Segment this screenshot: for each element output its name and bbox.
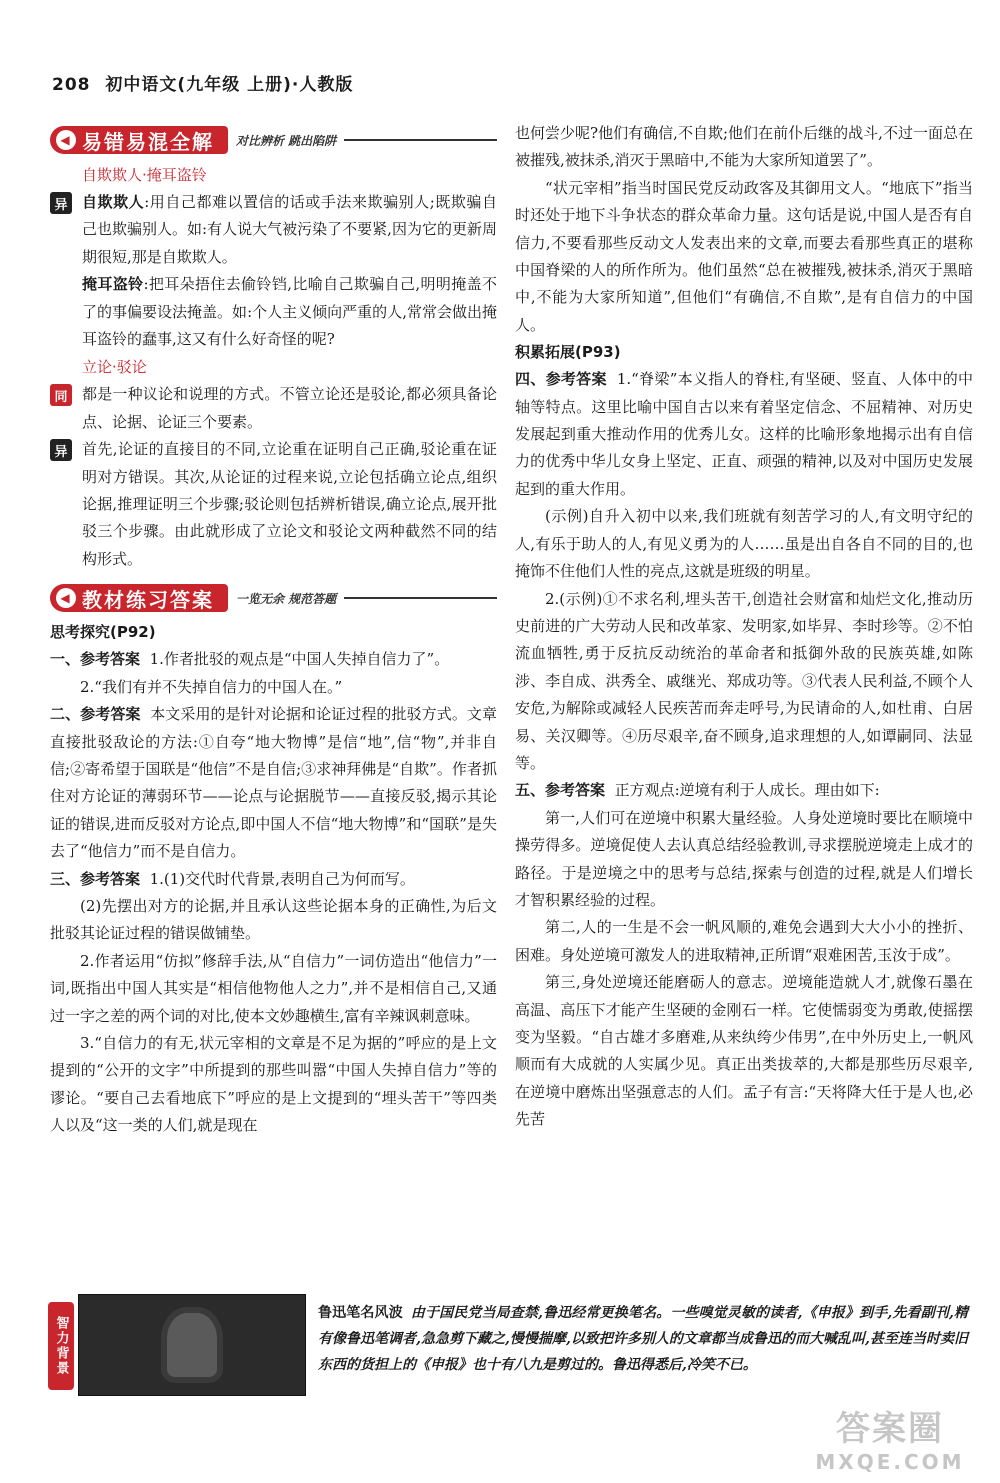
same-block xyxy=(50,381,497,436)
section-title: 积累拓展(P93) xyxy=(515,343,621,362)
banner-rule xyxy=(344,139,497,141)
answer-text: 1.(1)交代时代背景,表明自己为何而写。 xyxy=(149,869,415,888)
answer-text: 2.(示例)①不求名利,埋头苦干,创造社会财富和灿烂文化,推动历史前进的广大劳动人民和改革家、发明家,如毕昇、李时珍等。②不怕流血牺牲,勇于反抗反动统治的革命者和抵御外敌的民族英雄,如陈涉、李自成、洪秀全、戚继光、郑成功等。③代表人民利益,不顾个人安危,为解除或减轻人民疾苦而奔走呼号,为民请命的人,如杜甫、白居易、关汉卿等。④历尽艰辛,奋不顾身,追求理想的人,如谭嗣同、法显等。 xyxy=(515,589,973,772)
banner-subtitle: 一览无余 规范答题 xyxy=(236,591,337,606)
right-column xyxy=(515,120,973,1134)
answer-label: 四、参考答案 xyxy=(515,370,607,389)
banner-error-prone xyxy=(50,123,497,157)
term-1: 自欺欺人 xyxy=(82,193,145,211)
watermark-logo xyxy=(805,1408,975,1478)
same-text: 都是一种议论和说理的方式。不管立论还是驳论,都必须具备论点、论据、论证三个要素。 xyxy=(82,385,497,431)
banner-subtitle: 对比辨析 跳出陷阱 xyxy=(236,133,337,148)
answer-text: 第二,人的一生是不会一帆风顺的,难免会遇到大大小小的挫折、困难。身处逆境可激发人的进取精神,正所谓“艰难困苦,玉汝于成”。 xyxy=(515,918,973,964)
banner-tag xyxy=(50,126,228,154)
answer-text: 2.“我们有并不失掉自信力的中国人在。” xyxy=(80,677,343,696)
portrait-photo xyxy=(78,1294,306,1396)
megaphone-icon: ◀ xyxy=(56,130,76,150)
answer-text: 3.“自信力的有无,状元宰相的文章是不足为据的”呼应的是上文提到的“公开的文字”中所提到的那些叫嚣“中国人失掉自信力”等的谬论。“要自己去看地底下”呼应的是上文提到的“埋头苦干”等四类人以及“这一类的人们,就是现在 xyxy=(50,1033,497,1135)
banner-tag xyxy=(50,584,228,612)
answer-text: 2.作者运用“仿拟”修辞手法,从“自信力”一词仿造出“他信力”一词,既指出中国人其实是“相信他物他人之力”,并不是相信自己,又通过一字之差的两个词的对比,使本文妙趣横生,富有辛辣讽刺意味。 xyxy=(50,951,497,1025)
banner-title: 易错易混全解 xyxy=(82,129,214,154)
answer-text: 1.“脊梁”本义指人的脊柱,有坚硬、竖直、人体中的中轴等特点。这里比喻中国自古以来有着坚定信念、不屈精神、对历史发展起到重大推动作用的优秀儿女。这样的比喻形象地揭示出有自信力的优秀中华儿女身上坚定、正直、顽强的精神,以及对中国历史发展起到的重大作用。 xyxy=(515,370,973,498)
answer-text: 第一,人们可在逆境中积累大量经验。人身处逆境时要比在顺境中操劳得多。逆境促使人去认真总结经验教训,寻求摆脱逆境走上成才的路径。于是逆境之中的思考与总结,探索与创造的过程,就是人们增长才智积累经验的过程。 xyxy=(515,808,973,909)
term-1-text: :用自己都难以置信的话或手法来欺骗别人;既欺骗自己也欺骗别人。如:有人说大气被污染了不要紧,因为它的更新周期很短,那是自欺欺人。 xyxy=(82,193,497,266)
answer-text: (示例)自升入初中以来,我们班就有刻苦学习的人,有文明守纪的人,有乐于助人的人,有见义勇为的人……虽是出自各自不同的目的,也掩饰不住他们人性的亮点,这就是班级的明星。 xyxy=(515,507,973,581)
watermark-line-2: MXQE.COM xyxy=(815,1450,965,1474)
book-title: 初中语文(九年级 上册)·人教版 xyxy=(105,75,354,95)
person-icon xyxy=(167,1313,217,1377)
left-column xyxy=(50,120,497,1140)
page-header xyxy=(52,70,353,95)
section-title: 思考探究(P92) xyxy=(50,623,156,642)
megaphone-icon: ◀ xyxy=(56,588,76,608)
answer-label: 一、参考答案 xyxy=(50,650,141,669)
answer-text: 本文采用的是针对论据和论证过程的批驳方式。文章直接批驳敌论的方法:①自夸“地大物博”是信“地”,信“物”,并非自信;②寄希望于国联是“他信”不是自信;③求神拜佛是“自欺”。作者抓住对方论证的薄弱环节——论点与论据脱节——直接反驳,揭示其论证的错误,进而反驳对方论点,即中国人不信“地大物博”和“国联”是失去了“他信力”而不是自信力。 xyxy=(50,705,497,861)
term-2: 掩耳盗铃 xyxy=(82,275,144,294)
answer-label: 二、参考答案 xyxy=(50,705,141,724)
box-title: 鲁迅笔名风波 xyxy=(318,1305,403,1321)
banner-rule xyxy=(344,597,497,599)
same-mark: 同 xyxy=(50,384,72,406)
background-box xyxy=(48,1294,973,1396)
term-2-text: :把耳朵捂住去偷铃铛,比喻自己欺骗自己,明明掩盖不了的事偏要设法掩盖。如:个人主义倾向严重的人,常常会做出掩耳盗铃的蠢事,这又有什么好奇怪的呢? xyxy=(82,275,497,349)
box-text xyxy=(318,1300,968,1378)
watermark-line-1: 答案圈 xyxy=(836,1409,944,1449)
answer-label: 五、参考答案 xyxy=(515,781,606,800)
answer-label: 三、参考答案 xyxy=(50,869,141,888)
group-heading: 立论·驳论 xyxy=(82,358,147,377)
box-body: 由于国民党当局查禁,鲁迅经常更换笔名。一些嗅觉灵敏的读者,《申报》到手,先看副刊,精有像鲁迅笔调者,急急剪下藏之,慢慢揣摩,以致把许多别人的文章都当成鲁迅的而大喊乱叫,甚至连当时卖旧东西的货担上的《申报》也十有八九是剪过的。鲁迅得悉后,冷笑不已。 xyxy=(318,1305,969,1373)
diff-text: 首先,论证的直接目的不同,立论重在证明自己正确,驳论重在证明对方错误。其次,从论证的过程来说,立论包括确立论点,组织论据,推理证明三个步骤;驳论则包括辨析错误,确立论点,展开批驳三个步骤。由此就形成了立论文和驳论文两种截然不同的结构形式。 xyxy=(82,440,497,568)
group-heading: 自欺欺人·掩耳盗铃 xyxy=(82,166,207,184)
banner-title: 教材练习答案 xyxy=(82,587,214,612)
diff-block xyxy=(50,436,497,573)
answer-text: (2)先摆出对方的论据,并且承认这些论据本身的正确性,为后文批驳其论证过程的错误做铺垫。 xyxy=(50,896,497,943)
diff-mark: 异 xyxy=(50,439,72,461)
answer-text: 1.作者批驳的观点是“中国人失掉自信力了”。 xyxy=(149,650,450,669)
diff-mark: 异 xyxy=(50,192,72,214)
banner-textbook-answers xyxy=(50,581,497,615)
side-tag: 智力背景 xyxy=(48,1302,74,1390)
diff-block xyxy=(50,189,497,353)
paragraph: “状元宰相”指当时国民党反动政客及其御用文人。“地底下”指当时还处于地下斗争状态的群众革命力量。这句话是说,中国人是否有自信力,不要看那些反动文人发表出来的文章,而要去看那些真正的堪称中国脊梁的人的所作所为。他们虽然“总在被摧残,被抹杀,消灭于黑暗中,不能为大家所知道”,但他们“有确信,不自欺”,是有自信力的中国人。 xyxy=(515,178,973,334)
page-number: 208 xyxy=(52,75,91,95)
answer-text: 第三,身处逆境还能磨砺人的意志。逆境能造就人才,就像石墨在高温、高压下才能产生坚硬的金刚石一样。它使懦弱变为勇敢,使摇摆变为坚毅。“自古雄才多磨难,从来纨绔少伟男”,在中外历史上,一帆风顺而有大成就的人实属少见。真正出类拔萃的,大都是那些历尽艰辛,在逆境中磨炼出坚强意志的人们。孟子有言:“天将降大任于是人也,必先苦 xyxy=(515,973,973,1129)
answer-text: 正方观点:逆境有利于人成长。理由如下: xyxy=(614,781,880,800)
paragraph: 也何尝少呢?他们有确信,不自欺;他们在前仆后继的战斗,不过一面总在被摧残,被抹杀,消灭于黑暗中,不能为大家所知道罢了”。 xyxy=(515,124,973,170)
